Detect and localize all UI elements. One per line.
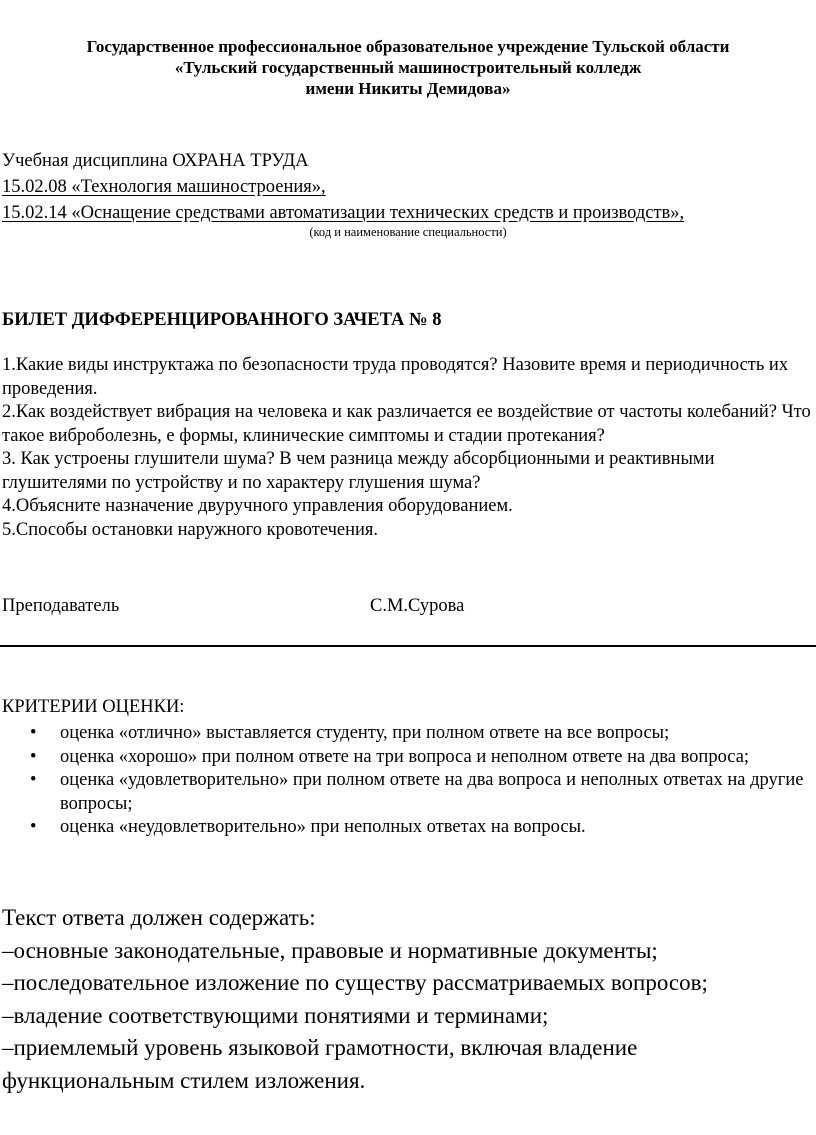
question-item: 3. Как устроены глушители шума? В чем разница между абсорбционными и реактивными глушителями по устройству и по характеру глушения шума? <box>2 449 715 493</box>
question-item: 1.Какие виды инструктажа по безопасности труда проводятся? Назовите время и периодичность их проведения. <box>2 355 789 399</box>
teacher-role: Преподаватель <box>2 596 120 616</box>
criteria-text: оценка «хорошо» при полном ответе на три вопроса и неполном ответе на два вопроса; <box>60 746 750 767</box>
specialty-line: 15.02.08 «Технология машиностроения», <box>2 177 326 197</box>
answer-line: –приемлемый уровень языковой грамотности, включая владение <box>2 1035 638 1060</box>
list-item <box>0 722 816 746</box>
header-line: «Тульский государственный машиностроительный колледж <box>174 58 642 77</box>
criteria-text: оценка «неудовлетворительно» при неполных ответах на вопросы. <box>60 817 586 837</box>
question-item: 5.Способы остановки наружного кровотечения. <box>2 519 379 540</box>
list-item <box>0 816 816 840</box>
specialty-line: 15.02.14 «Оснащение средствами автоматизации технических средств и производств», <box>2 203 685 223</box>
list-item <box>0 769 816 816</box>
criteria-text: оценка «отлично» выставляется студенту, при полном ответе на все вопросы; <box>60 723 670 743</box>
criteria-text: оценка «удовлетворительно» при полном ответе на два вопроса и неполных ответах на другие вопросы; <box>60 770 804 814</box>
answer-line: –владение соответствующими понятиями и терминами; <box>2 1002 549 1028</box>
question-item: 2.Как воздействует вибрация на человека и как различается ее воздействие от частоты колебаний? Что такое виброболезнь, е формы, клинические симптомы и стадии протекания? <box>2 402 811 446</box>
questions-list <box>2 354 814 542</box>
discipline-title: Учебная дисциплина ОХРАНА ТРУДА <box>2 151 309 171</box>
header-line: имени Никиты Демидова» <box>305 79 511 98</box>
answer-line: функциональным стилем изложения. <box>2 1067 366 1093</box>
teacher-name: С.М.Сурова <box>370 596 465 616</box>
answer-requirements <box>2 902 708 1097</box>
criteria-title: КРИТЕРИИ ОЦЕНКИ: <box>2 697 185 717</box>
criteria-list <box>0 722 816 840</box>
answer-line: –последовательное изложение по существу рассматриваемых вопросов; <box>2 970 708 995</box>
section-divider <box>0 645 816 647</box>
institution-header <box>0 36 816 99</box>
answer-line: Текст ответа должен содержать: <box>2 905 316 930</box>
bullet-icon: • <box>30 746 37 767</box>
bullet-icon: • <box>30 817 37 837</box>
specialty-code-note: (код и наименование специальности) <box>309 225 507 239</box>
ticket-title: БИЛЕТ ДИФФЕРЕНЦИРОВАННОГО ЗАЧЕТА № 8 <box>2 310 442 330</box>
teacher-signature <box>2 596 602 617</box>
question-item: 4.Объясните назначение двуручного управления оборудованием. <box>2 496 513 516</box>
bullet-icon: • <box>30 770 37 790</box>
discipline-block <box>2 148 684 226</box>
list-item <box>0 746 816 770</box>
bullet-icon: • <box>30 723 37 743</box>
answer-line: –основные законодательные, правовые и нормативные документы; <box>2 937 658 963</box>
header-line: Государственное профессиональное образовательное учреждение Тульской области <box>86 37 730 56</box>
